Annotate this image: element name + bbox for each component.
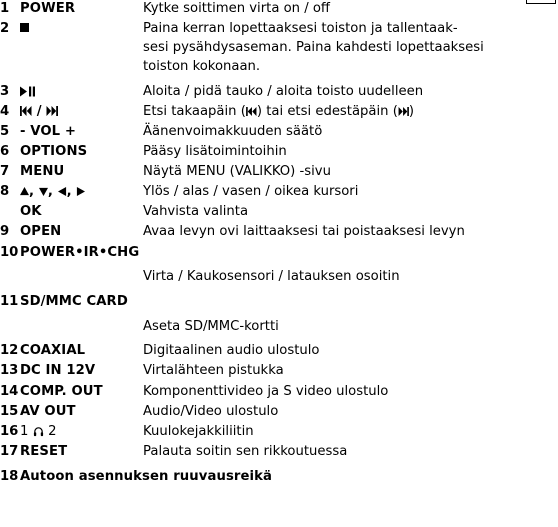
control-label: OK xyxy=(20,204,42,219)
control-description: Näytä MENU (VALIKKO) -sivu xyxy=(143,164,331,179)
control-label: DC IN 12V xyxy=(20,363,96,378)
previous-icon xyxy=(20,106,32,116)
control-description: Kytke soittimen virta on / off xyxy=(143,1,330,16)
control-label: POWER xyxy=(20,1,76,16)
arrow-left-icon xyxy=(58,187,67,196)
item-number: 12 xyxy=(0,343,19,358)
arrow-up-icon xyxy=(20,187,29,196)
control-description: Etsi takaapäin ( ) tai etsi edestäpäin ( ) xyxy=(143,104,415,119)
control-description: Avaa levyn ovi laittaaksesi tai poistaaksesi levyn xyxy=(143,224,465,239)
control-label: OPTIONS xyxy=(20,144,88,159)
control-description: Palauta soitin sen rikkoutuessa xyxy=(143,444,348,459)
item-number: 11 xyxy=(0,294,19,309)
control-description: Audio/Video ulostulo xyxy=(143,404,279,419)
control-description: Digitaalinen audio ulostulo xyxy=(143,343,320,358)
control-label: Autoon asennuksen ruuvausreikä xyxy=(20,469,273,484)
control-description: Virtalähteen pistukka xyxy=(143,363,284,378)
control-label: POWER•IR•CHG xyxy=(20,245,140,260)
control-description: Kuulokejakkiliitin xyxy=(143,424,254,439)
item-number: 14 xyxy=(0,384,19,399)
control-label: COAXIAL xyxy=(20,343,86,358)
control-label: COMP. OUT xyxy=(20,384,103,399)
stop-icon xyxy=(20,23,29,32)
arrow-right-icon xyxy=(76,187,85,196)
control-description: Komponenttivideo ja S video ulostulo xyxy=(143,384,389,399)
item-number: 8 xyxy=(0,184,10,199)
prev-next-icon: / xyxy=(20,103,58,121)
play-pause-icon xyxy=(20,86,36,97)
item-number: 10 xyxy=(0,245,19,260)
item-number: 15 xyxy=(0,404,19,419)
control-description: sesi pysähdysaseman. Paina kahdesti lopettaaksesi xyxy=(143,40,484,55)
arrow-keys-icon: , , , xyxy=(20,183,85,201)
control-label: AV OUT xyxy=(20,404,76,419)
next-icon xyxy=(46,106,58,116)
item-number: 3 xyxy=(0,84,10,99)
headphone-jacks-label: 1 2 xyxy=(20,424,57,439)
control-description: Paina kerran lopettaaksesi toiston ja tallentaak- xyxy=(143,21,458,36)
control-label: RESET xyxy=(20,444,68,459)
item-number: 17 xyxy=(0,444,19,459)
item-number: 13 xyxy=(0,363,19,378)
item-number: 1 xyxy=(0,1,10,16)
control-description: Virta / Kaukosensori / latauksen osoitin xyxy=(143,269,400,284)
control-description: Aseta SD/MMC-kortti xyxy=(143,319,279,334)
item-number: 7 xyxy=(0,164,10,179)
arrow-down-icon xyxy=(39,187,48,196)
control-description: Ylös / alas / vasen / oikea kursori xyxy=(143,184,359,199)
previous-icon xyxy=(246,107,257,116)
control-description: Pääsy lisätoimintoihin xyxy=(143,144,287,159)
item-number: 18 xyxy=(0,469,19,484)
control-description: Aloita / pidä tauko / aloita toisto uudelleen xyxy=(143,84,424,99)
item-number: 9 xyxy=(0,224,10,239)
control-description: Äänenvoimakkuuden säätö xyxy=(143,124,323,139)
next-icon xyxy=(398,107,409,116)
headphones-icon xyxy=(33,426,44,437)
item-number: 5 xyxy=(0,124,10,139)
control-label: OPEN xyxy=(20,224,62,239)
item-number: 2 xyxy=(0,21,10,36)
control-label: - VOL + xyxy=(20,124,76,139)
control-description: Vahvista valinta xyxy=(143,204,249,219)
control-description: toiston kokonaan. xyxy=(143,59,261,74)
control-label: MENU xyxy=(20,164,65,179)
item-number: 16 xyxy=(0,424,19,439)
control-label: SD/MMC CARD xyxy=(20,294,128,309)
item-number: 6 xyxy=(0,144,10,159)
item-number: 4 xyxy=(0,104,10,119)
